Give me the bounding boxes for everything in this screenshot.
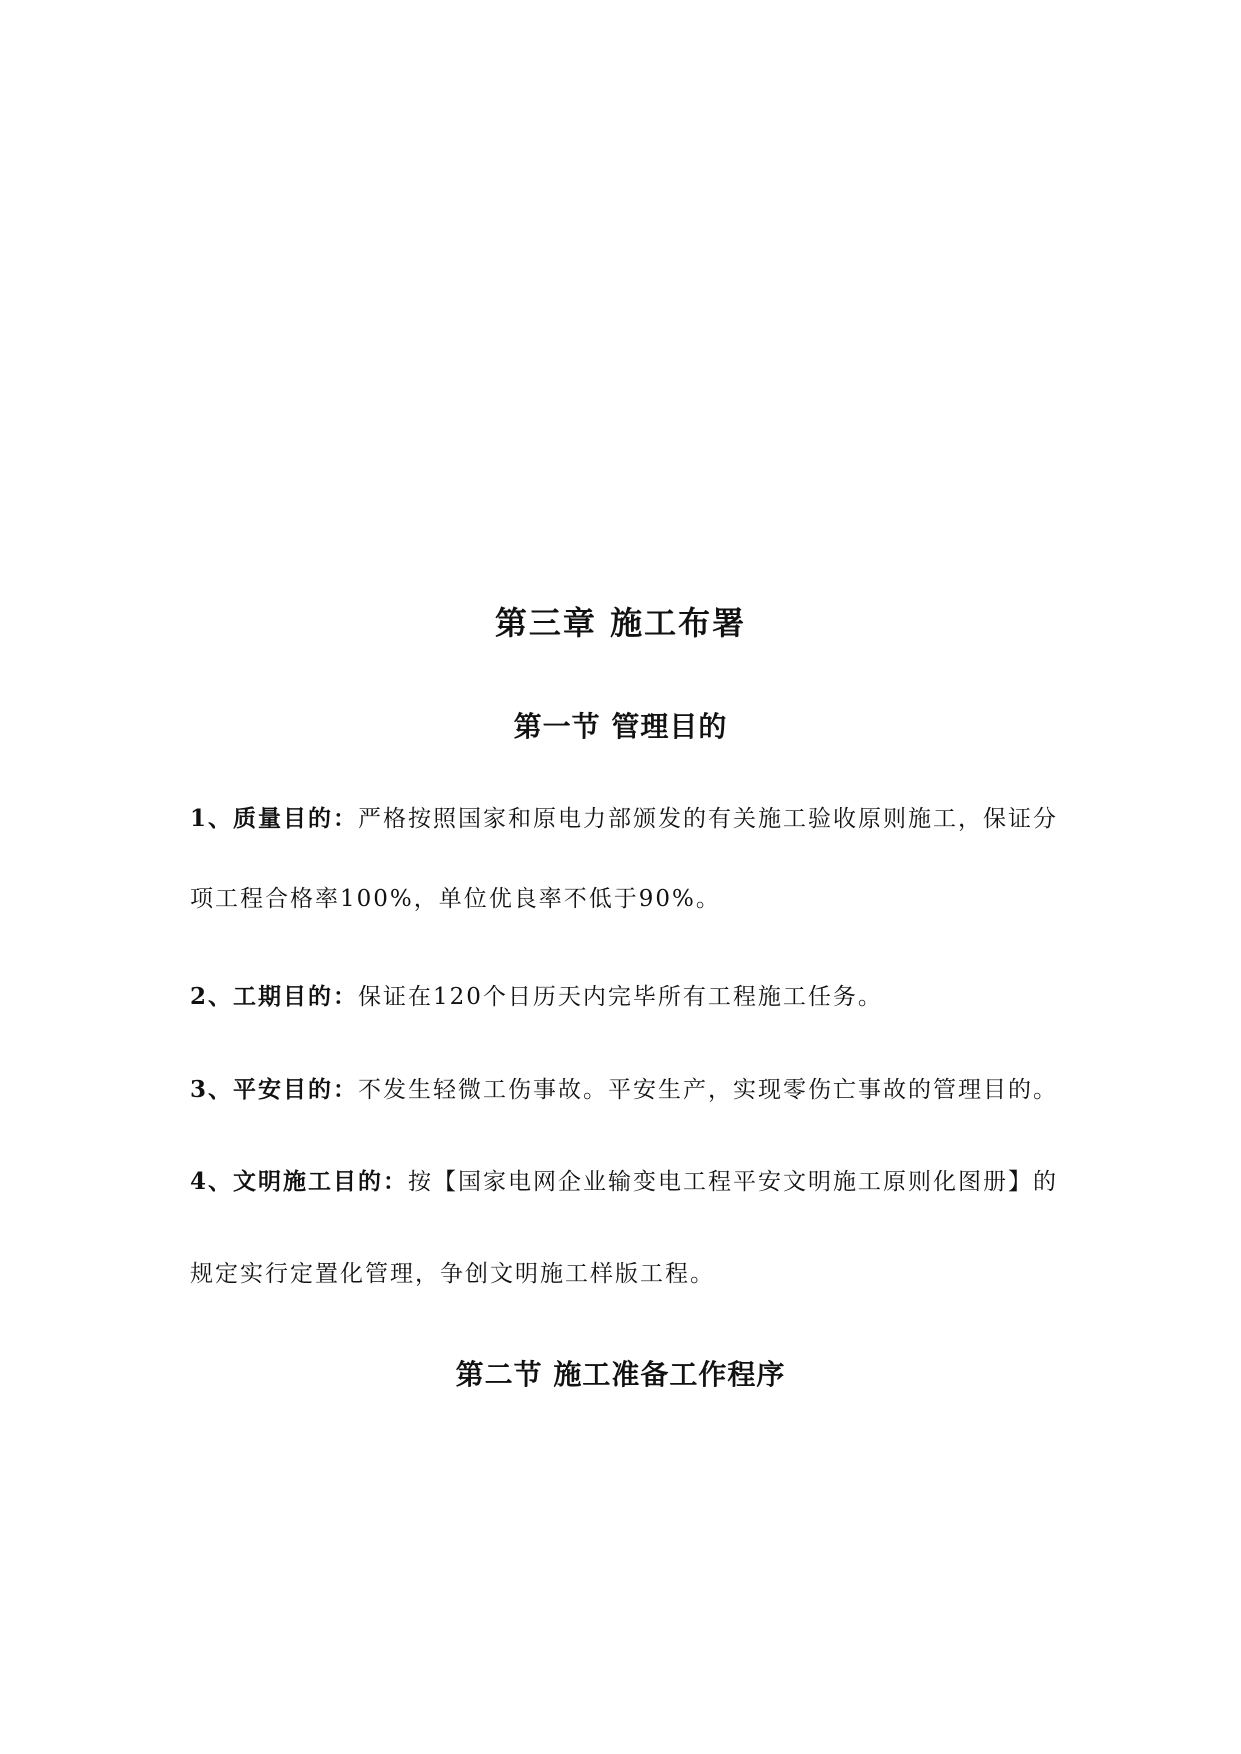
item-text: 按【国家电网企业输变电工程平安文明施工原则化图册】的 (408, 1169, 1059, 1195)
item-text: 规定实行定置化管理，争创文明施工样版工程。 (190, 1261, 715, 1287)
item-label: 2、工期目的： (190, 983, 359, 1010)
item-text: 不发生轻微工伤事故。平安生产，实现零伤亡事故的管理目的。 (358, 1077, 1059, 1103)
item-schedule-goal (190, 978, 1070, 1011)
item-civilized-construction-goal-continued (190, 1255, 1070, 1288)
item-civilized-construction-goal (190, 1163, 1070, 1196)
item-label: 3、平安目的： (190, 1076, 359, 1103)
section-title-preparation-procedure: 第二节 施工准备工作程序 (455, 1358, 786, 1391)
item-text: 项工程合格率100%，单位优良率不低于90%。 (190, 886, 721, 912)
item-label: 1、质量目的： (190, 805, 359, 832)
item-text: 保证在120个日历天内完毕所有工程施工任务。 (358, 984, 883, 1010)
item-label: 4、文明施工目的： (190, 1168, 409, 1195)
chapter-title: 第三章 施工布署 (494, 604, 747, 642)
item-safety-goal (190, 1071, 1070, 1104)
item-text: 严格按照国家和原电力部颁发的有关施工验收原则施工，保证分 (358, 806, 1059, 832)
item-quality-goal-continued (190, 880, 1070, 913)
item-quality-goal (190, 800, 1070, 833)
section-title-management-goals: 第一节 管理目的 (513, 710, 728, 743)
